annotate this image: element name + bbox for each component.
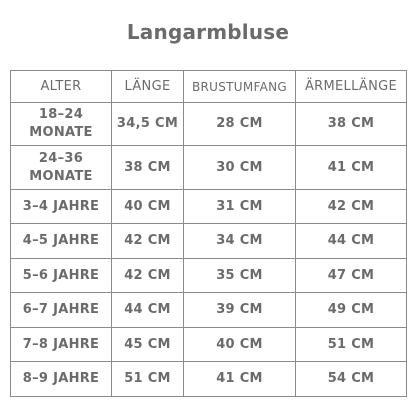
table-cell-chest: 39 CM (184, 293, 296, 328)
table-cell-length: 44 CM (112, 293, 184, 328)
table-cell-age: 18–24 MONATE (11, 103, 112, 146)
table-row (11, 327, 407, 362)
table-cell-chest: 35 CM (184, 258, 296, 293)
table-cell-chest: 41 CM (184, 362, 296, 397)
table-cell-age: 7–8 JAHRE (11, 327, 112, 362)
table-cell-length: 51 CM (112, 362, 184, 397)
table-header-row (11, 71, 407, 103)
table-row (11, 146, 407, 189)
table-row (11, 293, 407, 328)
table-cell-age: 24–36 MONATE (11, 146, 112, 189)
table-cell-age: 4–5 JAHRE (11, 224, 112, 259)
table-cell-sleeve: 49 CM (296, 293, 407, 328)
table-row (11, 362, 407, 397)
table-cell-length: 45 CM (112, 327, 184, 362)
header-cell-length: LÄNGE (112, 71, 184, 103)
table-cell-length: 40 CM (112, 189, 184, 224)
table-row (11, 189, 407, 224)
table-cell-length: 42 CM (112, 258, 184, 293)
table-row (11, 258, 407, 293)
size-table (10, 70, 407, 397)
table-cell-sleeve: 44 CM (296, 224, 407, 259)
table-cell-sleeve: 54 CM (296, 362, 407, 397)
header-cell-chest: BRUSTUMFANG (184, 71, 296, 103)
table-cell-chest: 30 CM (184, 146, 296, 189)
table-cell-age: 6–7 JAHRE (11, 293, 112, 328)
table-cell-length: 42 CM (112, 224, 184, 259)
header-cell-sleeve: ÄRMELLÄNGE (296, 71, 407, 103)
table-row (11, 103, 407, 146)
table-cell-age: 3–4 JAHRE (11, 189, 112, 224)
table-cell-sleeve: 42 CM (296, 189, 407, 224)
table-cell-age: 5–6 JAHRE (11, 258, 112, 293)
table-cell-chest: 31 CM (184, 189, 296, 224)
table-cell-sleeve: 41 CM (296, 146, 407, 189)
table-row (11, 224, 407, 259)
table-cell-sleeve: 51 CM (296, 327, 407, 362)
table-cell-sleeve: 47 CM (296, 258, 407, 293)
table-cell-length: 38 CM (112, 146, 184, 189)
table-cell-sleeve: 38 CM (296, 103, 407, 146)
table-cell-chest: 28 CM (184, 103, 296, 146)
page-title: Langarmbluse (126, 20, 290, 44)
table-cell-chest: 34 CM (184, 224, 296, 259)
table-cell-age: 8–9 JAHRE (11, 362, 112, 397)
table-cell-chest: 40 CM (184, 327, 296, 362)
header-cell-age: ALTER (11, 71, 112, 103)
table-cell-length: 34,5 CM (112, 103, 184, 146)
